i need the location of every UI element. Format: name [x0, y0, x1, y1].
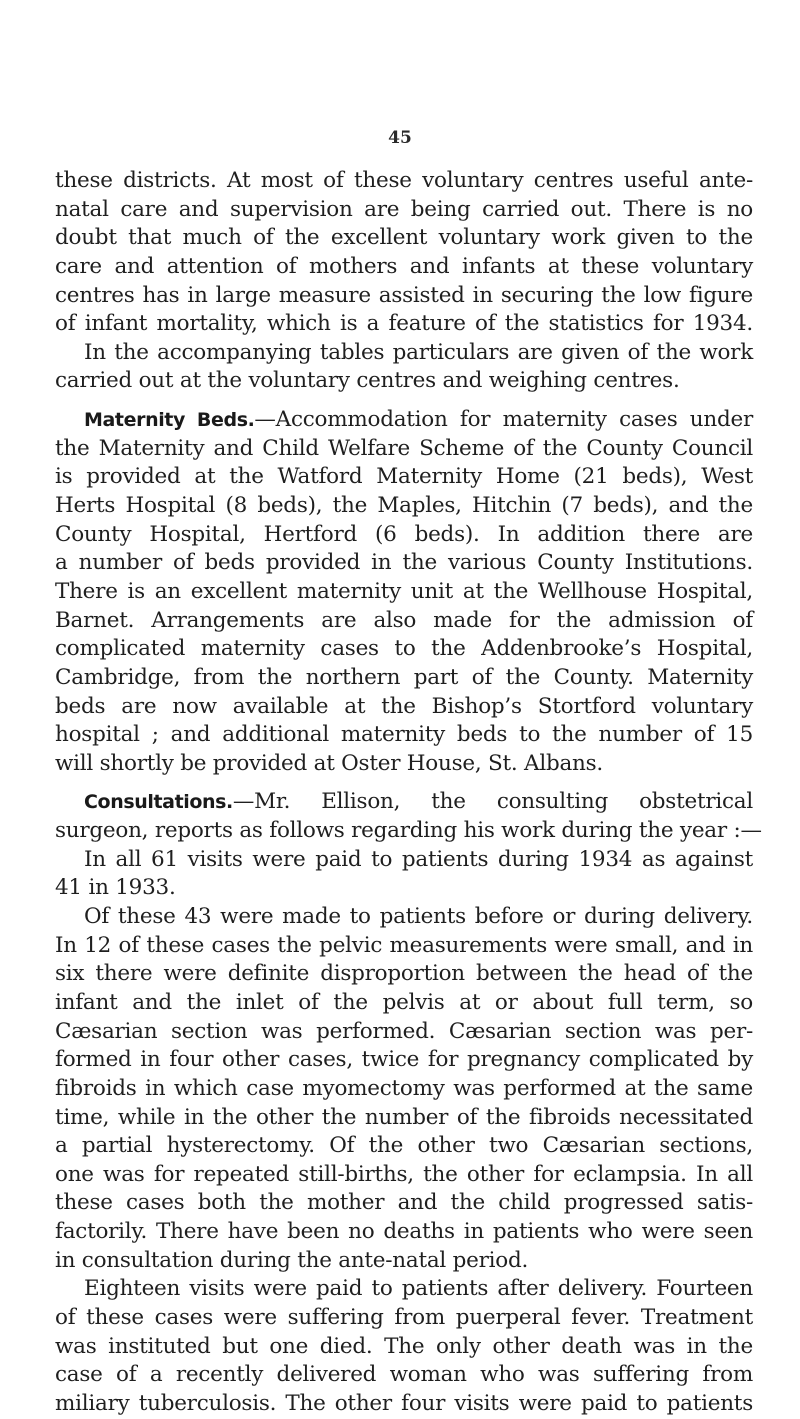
line-text: —Accommodation for maternity cases under [254, 407, 753, 433]
line-text: Herts Hospital (8 beds), the Maples, Hitchin (7 beds), and the [55, 493, 753, 519]
line-text: Eighteen visits were paid to patients after delivery. Fourteen [84, 1276, 753, 1302]
text-line [55, 1333, 753, 1362]
line-text: natal care and supervision are being carried out. There is no [55, 196, 753, 222]
text-line [55, 253, 753, 282]
line-text: beds are now available at the Bishop’s Stortford voluntary [55, 693, 753, 719]
text-line [55, 1018, 753, 1047]
line-text: hospital ; and additional maternity beds to the number of 15 [55, 722, 753, 748]
line-text: centres has in large measure assisted in securing the low figure [55, 282, 753, 308]
text-line [55, 196, 753, 225]
line-text: 41 in 1933. [55, 875, 176, 901]
line-text: a number of beds provided in the various County Institutions. [55, 550, 753, 576]
line-text: Barnet. Arrangements are also made for the admission of [55, 607, 753, 633]
text-line [55, 989, 753, 1018]
text-line [55, 1161, 753, 1190]
text-line [55, 635, 753, 664]
text-line [55, 750, 753, 779]
text-line [55, 578, 753, 607]
line-text: in consultation during the ante-natal period. [55, 1247, 529, 1273]
text-line [55, 224, 753, 253]
text-line [55, 1361, 753, 1390]
text-line [55, 1104, 753, 1133]
section-heading: Consultations. [84, 791, 233, 814]
line-text: these districts. At most of these voluntary centres useful ante- [55, 168, 753, 193]
line-text: case of a recently delivered woman who was suffering from [55, 1362, 753, 1388]
section-heading-line [55, 788, 753, 817]
line-text: surgeon, reports as follows regarding his work during the year :— [55, 818, 762, 844]
line-text: —Mr. Ellison, the consulting obstetrical [232, 789, 753, 815]
text-line [55, 1247, 753, 1276]
text-line [55, 721, 753, 750]
text-line [55, 903, 753, 932]
line-text: of infant mortality, which is a feature of the statistics for 1934. [55, 311, 753, 337]
line-text: is provided at the Watford Maternity Home (21 beds), West [55, 464, 753, 490]
line-text: complicated maternity cases to the Addenbrooke’s Hospital, [55, 636, 753, 662]
line-text: the Maternity and Child Welfare Scheme of the County Council [55, 435, 753, 461]
text-line [55, 521, 753, 550]
body-text [55, 167, 762, 1419]
text-line [55, 1218, 753, 1247]
text-line [55, 817, 762, 846]
text-line [55, 1132, 753, 1161]
text-line [55, 664, 753, 693]
line-text: was instituted but one died. The only other death was in the [55, 1333, 753, 1359]
text-line [55, 607, 753, 636]
text-line [55, 1304, 753, 1333]
text-line [55, 1390, 753, 1419]
line-text: formed in four other cases, twice for pregnancy complicated by [55, 1047, 753, 1073]
text-line [55, 932, 753, 961]
line-text: Cambridge, from the northern part of the County. Maternity [55, 664, 753, 690]
section-heading-line [55, 406, 753, 435]
line-text: In the accompanying tables particulars are given of the work [84, 339, 753, 365]
text-line [55, 1189, 753, 1218]
text-line [55, 1275, 753, 1304]
line-text: miliary tuberculosis. The other four visits were paid to patients [55, 1390, 753, 1416]
text-line [55, 846, 753, 875]
line-text: care and attention of mothers and infants at these voluntary [55, 253, 753, 279]
text-line [55, 367, 753, 396]
line-text: County Hospital, Hertford (6 beds). In addition there are [55, 521, 753, 547]
line-text: There is an excellent maternity unit at the Wellhouse Hospital, [55, 578, 753, 604]
line-text: one was for repeated still-births, the other for eclampsia. In all [55, 1161, 753, 1187]
line-text: carried out at the voluntary centres and weighing centres. [55, 368, 680, 394]
text-line [55, 1046, 753, 1075]
text-line [55, 167, 753, 196]
line-text: a partial hysterectomy. Of the other two Cæsarian sections, [55, 1133, 753, 1159]
text-line [55, 549, 753, 578]
line-text: infant and the inlet of the pelvis at or about full term, so [55, 989, 753, 1015]
line-text: six there were definite disproportion between the head of the [55, 961, 753, 987]
line-text: time, while in the other the number of the fibroids necessitated [55, 1104, 753, 1130]
line-text: Of these 43 were made to patients before or during delivery. [84, 904, 753, 930]
text-line [55, 874, 753, 903]
text-line [55, 693, 753, 722]
text-line [55, 960, 753, 989]
line-text: factorily. There have been no deaths in patients who were seen [55, 1219, 753, 1245]
text-line [55, 492, 753, 521]
text-line [55, 463, 753, 492]
line-text: of these cases were suffering from puerperal fever. Treatment [55, 1304, 753, 1330]
text-line [55, 339, 753, 368]
text-line [55, 282, 753, 311]
text-line [55, 1075, 753, 1104]
text-line [55, 435, 753, 464]
line-text: fibroids in which case myomectomy was performed at the same [55, 1075, 753, 1101]
text-line [55, 310, 753, 339]
line-text: Cæsarian section was performed. Cæsarian section was per- [55, 1018, 753, 1044]
line-text: In all 61 visits were paid to patients during 1934 as against [84, 846, 753, 872]
page-number: 45 [388, 128, 412, 148]
line-text: In 12 of these cases the pelvic measurements were small, and in [55, 932, 753, 958]
section-heading: Maternity Beds. [84, 409, 255, 432]
line-text: doubt that much of the excellent voluntary work given to the [55, 225, 753, 251]
line-text: these cases both the mother and the child progressed satis- [55, 1190, 753, 1216]
line-text: will shortly be provided at Oster House, St. Albans. [55, 750, 604, 776]
